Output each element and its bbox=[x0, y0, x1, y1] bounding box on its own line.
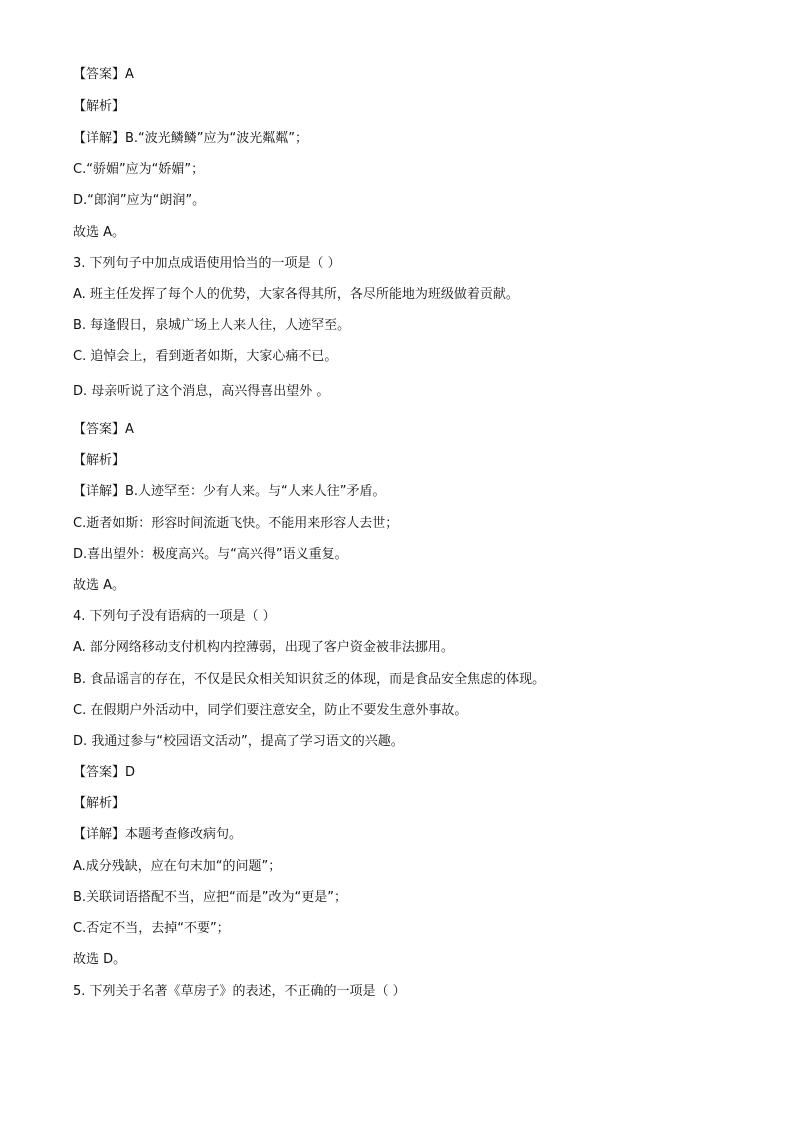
option-c: C. 追悼会上，看到逝者如斯，大家心痛不已。 bbox=[73, 349, 338, 364]
choice-conclusion: 故选 A。 bbox=[73, 578, 126, 593]
analysis-label: 【解析】 bbox=[73, 99, 126, 114]
option-d: D. 母亲听说了这个消息，高兴得喜出望外 。 bbox=[73, 384, 330, 399]
analysis-label: 【解析】 bbox=[73, 453, 126, 468]
option-d: D. 我通过参与“校园语文活动”，提高了学习语文的兴趣。 bbox=[73, 734, 404, 749]
detail-line: 【详解】B.“波光鳞鳞”应为“波光粼粼”； bbox=[73, 131, 308, 146]
answer-label: 【答案】A bbox=[73, 422, 134, 437]
detail-line: B.关联词语搭配不当，应把“而是”改为“更是”； bbox=[73, 890, 347, 905]
option-b: B. 食品谣言的存在，不仅是民众相关知识贫乏的体现，而是食品安全焦虑的体现。 bbox=[73, 672, 546, 687]
detail-line: C.否定不当，去掉“不要”； bbox=[73, 921, 230, 936]
question-stem: 4. 下列句子没有语病的一项是（ ） bbox=[73, 609, 276, 624]
analysis-label: 【解析】 bbox=[73, 796, 126, 811]
detail-line: D.喜出望外：极度高兴。与“高兴得”语义重复。 bbox=[73, 547, 348, 562]
answer-label: 【答案】A bbox=[73, 67, 134, 82]
detail-line: 【详解】本题考查修改病句。 bbox=[73, 827, 243, 842]
option-b: B. 每逢假日，泉城广场上人来人往，人迹罕至。 bbox=[73, 318, 351, 333]
answer-label: 【答案】D bbox=[73, 765, 136, 780]
detail-line: D.“郎润”应为“朗润”。 bbox=[73, 193, 206, 208]
choice-conclusion: 故选 A。 bbox=[73, 225, 126, 240]
option-a: A. 部分网络移动支付机构内控薄弱，出现了客户资金被非法挪用。 bbox=[73, 640, 454, 655]
detail-line: A.成分残缺，应在句末加“的问题”； bbox=[73, 859, 282, 874]
detail-line: C.逝者如斯：形容时间流逝飞快。不能用来形容人去世； bbox=[73, 516, 399, 531]
choice-conclusion: 故选 D。 bbox=[73, 952, 127, 967]
detail-line: C.“骄媚”应为“娇媚”； bbox=[73, 162, 205, 177]
option-a: A. 班主任发挥了每个人的优势，大家各得其所，各尽所能地为班级做着贡献。 bbox=[73, 287, 519, 302]
question-stem: 5. 下列关于名著《草房子》的表述，不正确的一项是（ ） bbox=[73, 984, 406, 999]
option-c: C. 在假期户外活动中，同学们要注意安全，防止不要发生意外事故。 bbox=[73, 703, 468, 718]
question-stem: 3. 下列句子中加点成语使用恰当的一项是（ ） bbox=[73, 256, 341, 271]
detail-line: 【详解】B.人迹罕至：少有人来。与“人来人往”矛盾。 bbox=[73, 484, 386, 499]
